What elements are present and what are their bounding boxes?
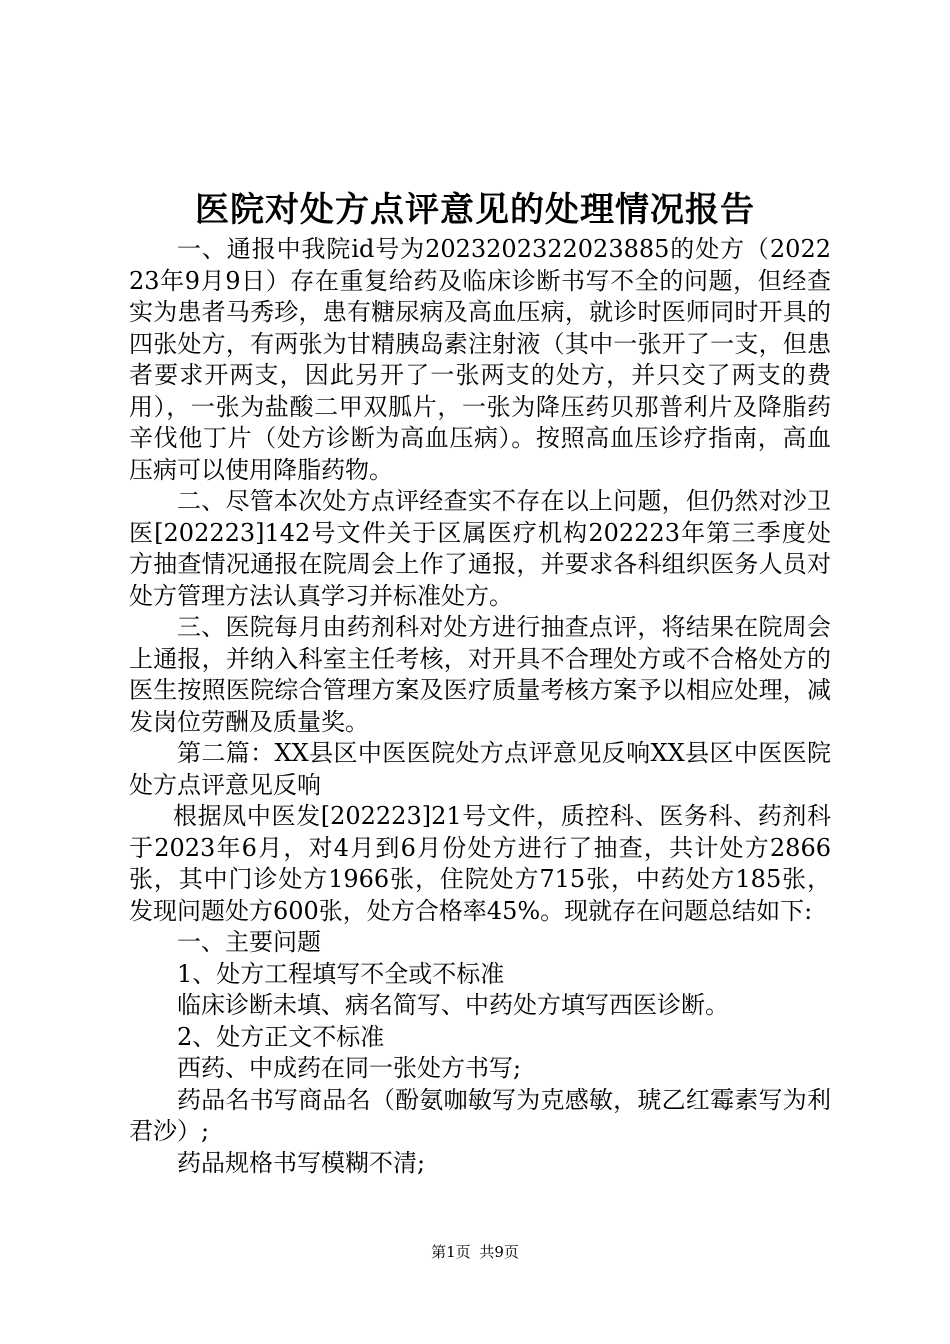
list-item-2: 2、处方正文不标准 bbox=[177, 1022, 385, 1051]
page-total: 共9页 bbox=[479, 1243, 519, 1261]
list-item-2-detail-c: 药品规格书写模糊不清; bbox=[177, 1148, 426, 1177]
paragraph-1: 一、通报中我院id号为2023202322023885的处方（202223年9月9日）存在重复给药及临床诊断书写不全的问题，但经查实为患者马秀珍，患有糖尿病及高血压病，就诊时医师同时开具的四张处方，有两张为甘精胰岛素注射液（其中一张开了一支，但患者要求开两支，因此另开了一张两支的处方，并只交了两支的费用），一张为盐酸二甲双胍片，一张为降压药贝那普利片及降脂药辛伐他丁片（处方诊断为高血压病）。按照高血压诊疗指南，高血压病可以使用降脂药物。 bbox=[129, 235, 831, 484]
paragraph-5: 根据凤中医发[202223]21号文件，质控科、医务科、药剂科于2023年6月，对4月到6月份处方进行了抽查，共计处方2866张，其中门诊处方1966张，住院处方715张，中药处方185张，发现问题处方600张，处方合格率45%。现就存在问题总结如下: bbox=[129, 802, 831, 925]
section-heading-second-part: 第二篇：XX县区中医医院处方点评意见反响XX县区中医医院处方点评意见反响 bbox=[129, 739, 831, 799]
list-item-1-detail: 临床诊断未填、病名简写、中药处方填写西医诊断。 bbox=[177, 991, 729, 1019]
list-item-1: 1、处方工程填写不全或不标准 bbox=[177, 959, 505, 988]
list-item-2-detail-a: 西药、中成药在同一张处方书写; bbox=[177, 1054, 522, 1082]
page-number: 第1页 bbox=[431, 1243, 471, 1261]
paragraph-2: 二、尽管本次处方点评经查实不存在以上问题，但仍然对沙卫医[202223]142号文件关于区属医疗机构202223年第三季度处方抽查情况通报在院周会上作了通报，并要求各科组织医务人员对处方管理方法认真学习并标准处方。 bbox=[129, 487, 831, 610]
paragraph-3: 三、医院每月由药剂科对处方进行抽查点评，将结果在院周会上通报，并纳入科室主任考核，对开具不合理处方或不合格处方的医生按照医院综合管理方案及医疗质量考核方案予以相应处理，减发岗位劳酬及质量奖。 bbox=[129, 613, 831, 736]
document-body bbox=[129, 234, 831, 1179]
page-footer bbox=[0, 1241, 950, 1263]
subheading-main-problems: 一、主要问题 bbox=[177, 928, 321, 956]
document-title: 医院对处方点评意见的处理情况报告 bbox=[195, 190, 755, 230]
list-item-2-detail-b: 药品名书写商品名（酚氨咖敏写为克感敏，琥乙红霉素写为利君沙）; bbox=[129, 1085, 831, 1145]
